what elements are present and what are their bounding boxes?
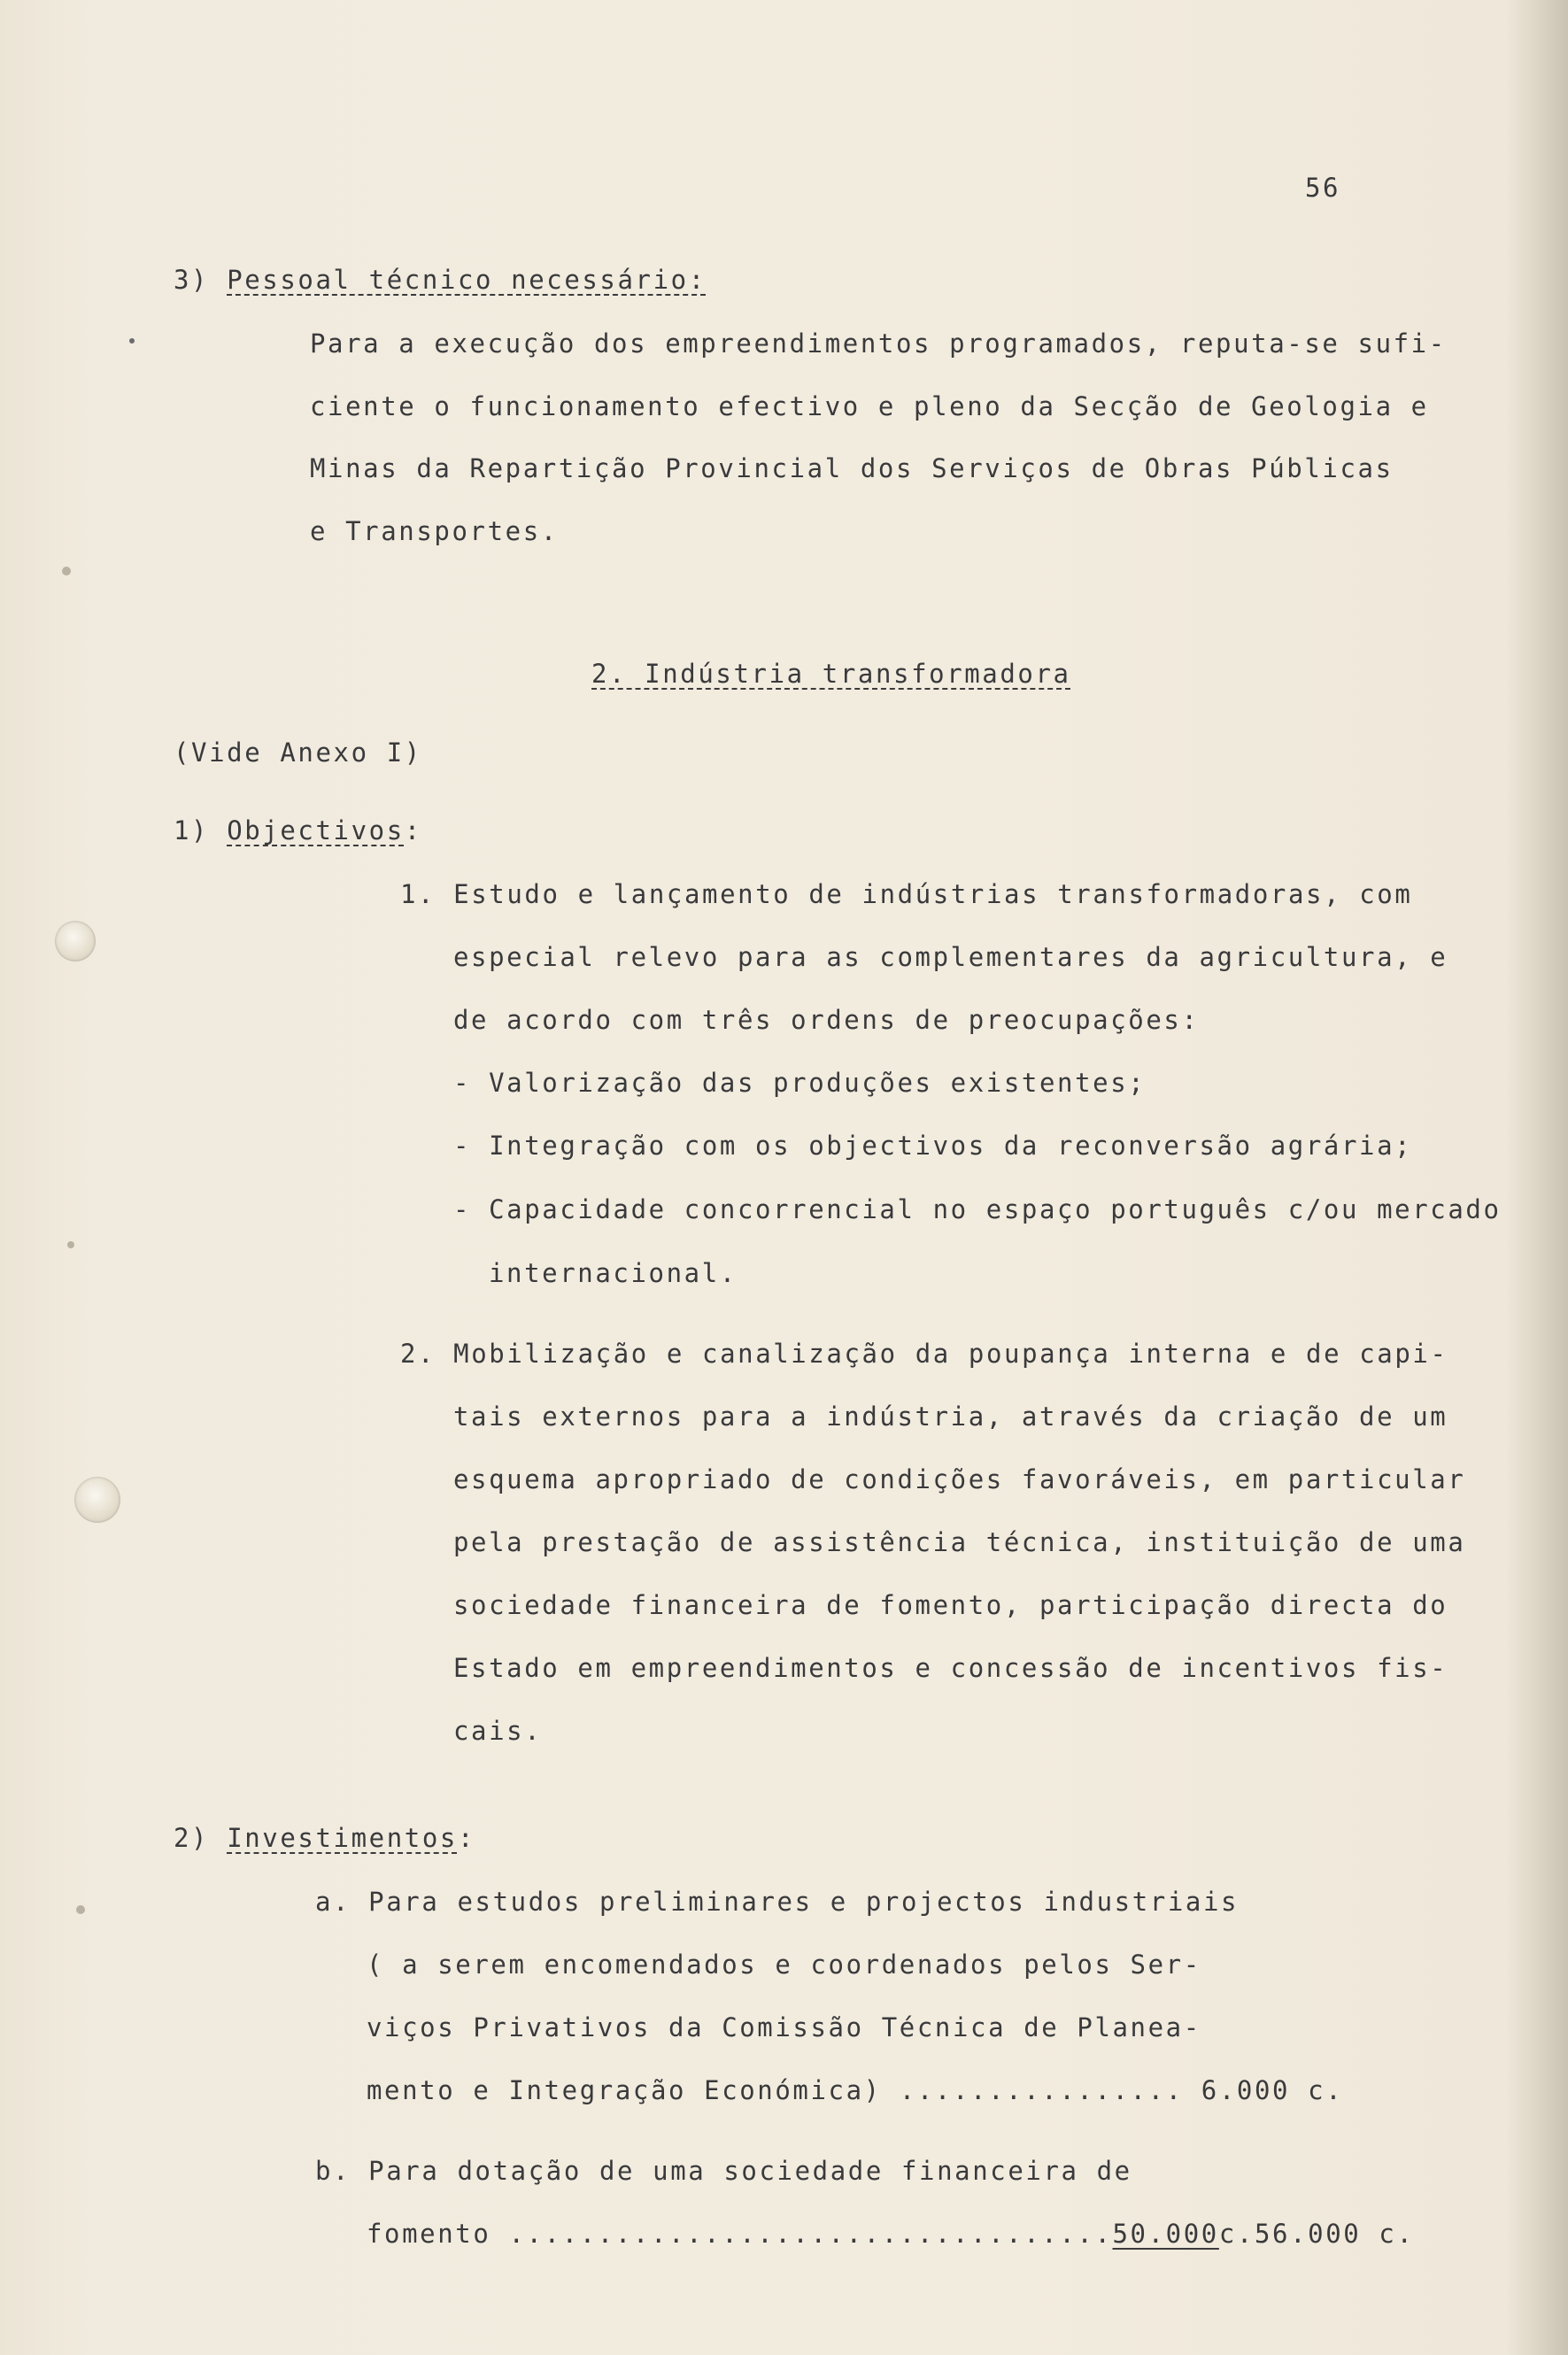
paragraph-line: cais.	[453, 1716, 543, 1746]
punch-hole	[74, 1477, 120, 1523]
bullet-line: - Integração com os objectivos da reconversão agrária;	[453, 1131, 1413, 1161]
margin-mark	[67, 1241, 74, 1248]
paragraph-line: mento e Integração Económica) ................ 6.000 c.	[367, 2075, 1344, 2105]
page-number: 56	[1305, 173, 1341, 203]
paragraph-line: tais externos para a indústria, através da criação de um	[453, 1401, 1448, 1432]
total-value: c.56.000 c.	[1218, 2219, 1415, 2249]
paragraph-line: Minas da Repartição Provincial dos Serviços de Obras Públicas	[310, 453, 1394, 483]
paragraph-line: a. Para estudos preliminares e projectos industriais	[315, 1887, 1240, 1917]
bullet-line: - Valorização das produções existentes;	[453, 1068, 1147, 1098]
margin-mark	[76, 1905, 85, 1914]
bullet-line: internacional.	[489, 1258, 738, 1288]
paragraph-line: viços Privativos da Comissão Técnica de Planea-	[367, 2012, 1201, 2042]
paragraph-line: sociedade financeira de fomento, participação directa do	[453, 1590, 1448, 1620]
paragraph-line	[367, 2221, 1415, 2247]
paragraph-line: 1. Estudo e lançamento de indústrias transformadoras, com	[400, 879, 1413, 909]
paragraph-line: esquema apropriado de condições favoráveis, em particular	[453, 1464, 1466, 1494]
paragraph-line: b. Para dotação de uma sociedade financeira de	[315, 2156, 1132, 2186]
paragraph-line: e Transportes.	[310, 516, 559, 546]
amount-value: 50.000	[1112, 2219, 1219, 2249]
paragraph-line: 2. Mobilização e canalização da poupança interna e de capi-	[400, 1339, 1448, 1369]
chapter-title: 2. Indústria transformadora	[591, 659, 1071, 689]
section-heading: 3) Pessoal técnico necessário:	[174, 265, 707, 295]
bullet-line: - Capacidade concorrencial no espaço português c/ou mercado	[453, 1194, 1502, 1224]
paragraph-line: ciente o funcionamento efectivo e pleno da Secção de Geologia e	[310, 391, 1429, 421]
paragraph-line: de acordo com três ordens de preocupações:	[453, 1005, 1200, 1035]
subsection-heading: 2) Investimentos:	[174, 1823, 476, 1853]
margin-mark	[129, 338, 135, 344]
paragraph-line: especial relevo para as complementares da agricultura, e	[453, 942, 1448, 972]
paragraph-line: pela prestação de assistência técnica, instituição de uma	[453, 1527, 1466, 1557]
paragraph-line: ( a serem encomendados e coordenados pelos Ser-	[367, 1950, 1201, 1980]
margin-mark	[62, 567, 71, 575]
punch-hole	[55, 921, 96, 961]
vide-annex: (Vide Anexo I)	[174, 737, 422, 768]
subsection-heading: 1) Objectivos:	[174, 815, 422, 845]
paragraph-line: Para a execução dos empreendimentos programados, reputa-se sufi-	[310, 328, 1447, 359]
leader-text: fomento ..................................	[367, 2219, 1113, 2249]
paragraph-line: Estado em empreendimentos e concessão de incentivos fis-	[453, 1653, 1448, 1683]
